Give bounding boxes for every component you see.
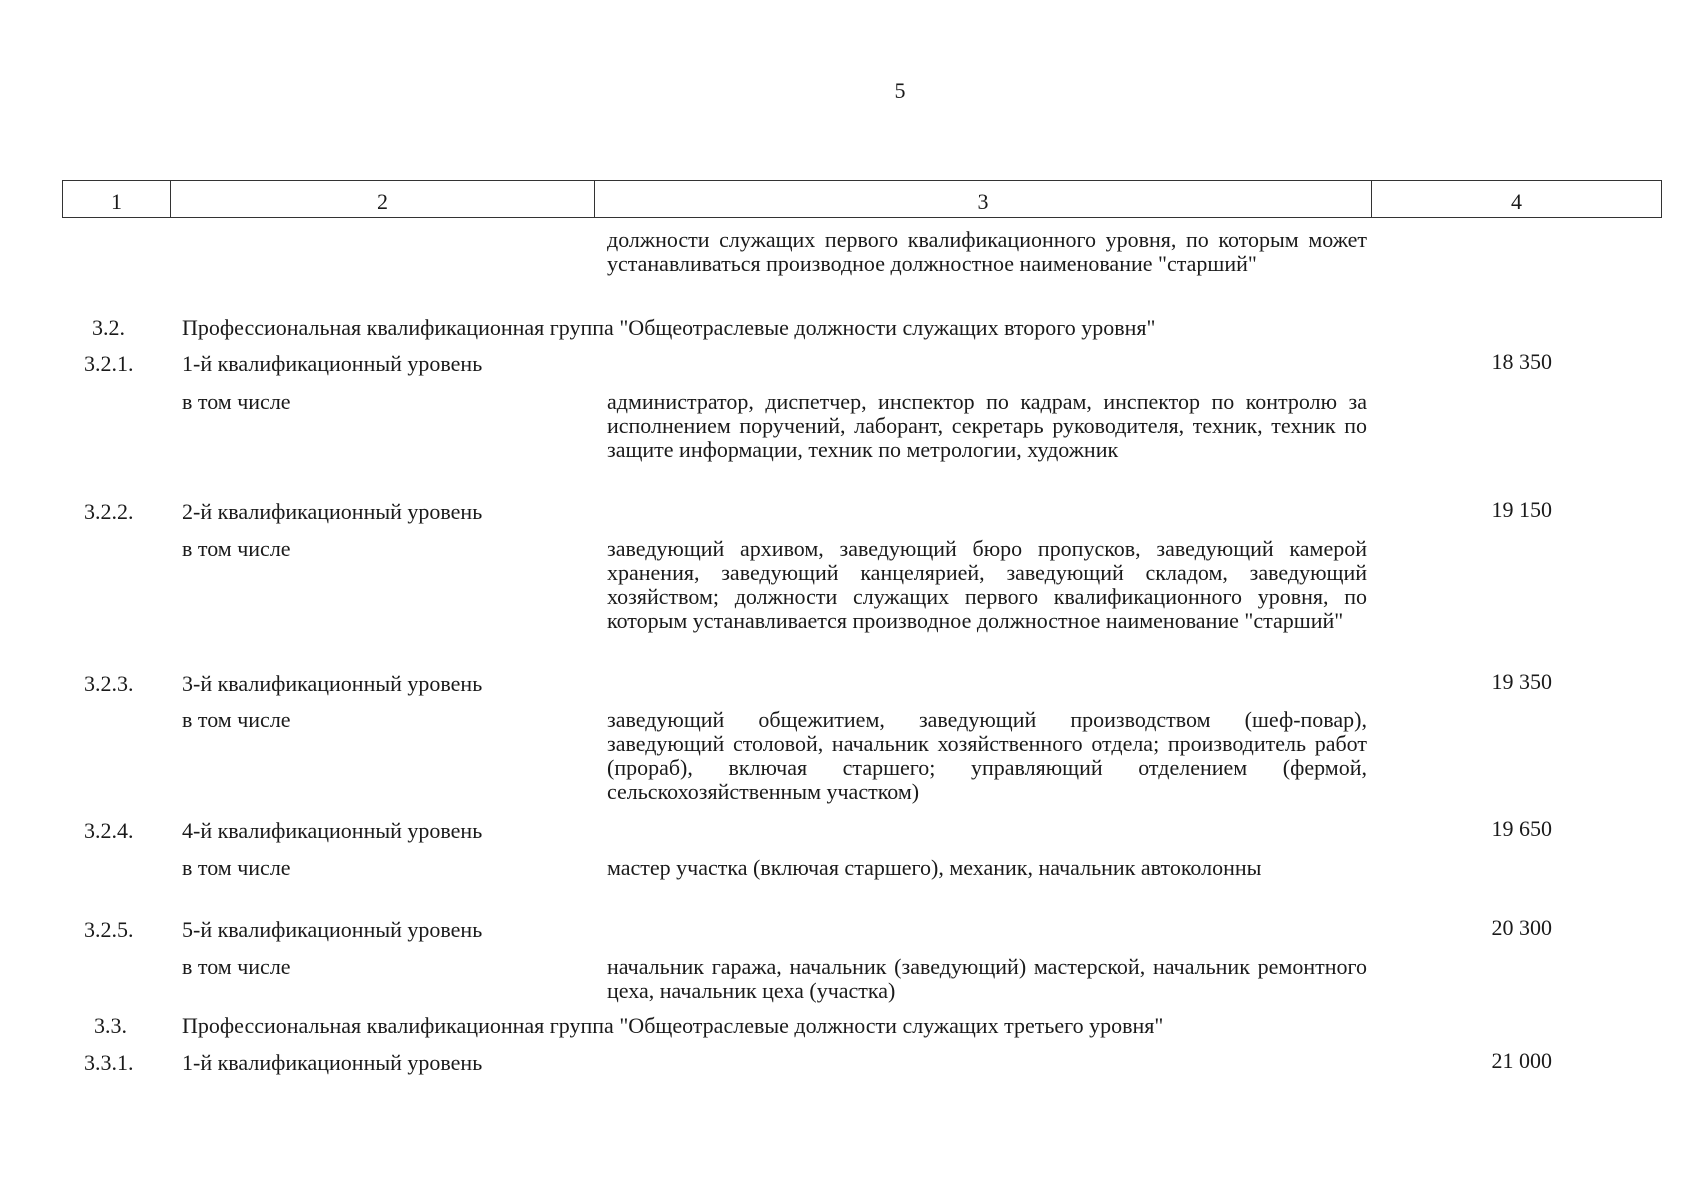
level-number: 3.2.2.: [84, 499, 134, 524]
header-col-2: 2: [171, 181, 595, 217]
including-label: в том числе: [182, 855, 291, 880]
including-label: в том числе: [182, 707, 291, 732]
salary-amount: 18 350: [1491, 349, 1552, 374]
salary-amount: 21 000: [1491, 1048, 1552, 1073]
position-list: начальник гаража, начальник (заведующий) мастерской, начальник ремонтного цеха, начальник цеха (участка): [607, 954, 1367, 1003]
level-number: 3.3.1.: [84, 1050, 134, 1075]
salary-amount: 19 150: [1491, 497, 1552, 522]
salary-amount: 20 300: [1491, 915, 1552, 940]
table-header: [62, 180, 1662, 218]
level-name: 1-й квалификационный уровень: [182, 1050, 483, 1075]
group-number: 3.3.: [94, 1013, 127, 1038]
level-name: 4-й квалификационный уровень: [182, 818, 483, 843]
level-name: 1-й квалификационный уровень: [182, 351, 483, 376]
salary-amount: 19 650: [1491, 816, 1552, 841]
header-col-4: 4: [1511, 189, 1522, 214]
position-list: должности служащих первого квалификационного уровня, по которым может устанавливаться производное должностное наименование "старший": [607, 227, 1367, 276]
position-list: мастер участка (включая старшего), механик, начальник автоколонны: [607, 855, 1262, 880]
including-label: в том числе: [182, 536, 291, 561]
including-label: в том числе: [182, 954, 291, 979]
level-number: 3.2.5.: [84, 917, 134, 942]
level-number: 3.2.4.: [84, 818, 134, 843]
level-name: 2-й квалификационный уровень: [182, 499, 483, 524]
group-number: 3.2.: [92, 315, 125, 340]
group-title: Профессиональная квалификационная группа "Общеотраслевые должности служащих второго уровня": [182, 315, 1156, 340]
including-label: в том числе: [182, 389, 291, 414]
level-number: 3.2.3.: [84, 671, 134, 696]
level-name: 3-й квалификационный уровень: [182, 671, 483, 696]
salary-amount: 19 350: [1491, 669, 1552, 694]
position-list: заведующий архивом, заведующий бюро пропусков, заведующий камерой хранения, заведующий канцелярией, заведующий складом, заведующий хозяйством; должности служащих первого квалификационного уровня, по которым устанавливается производное должностное наименование "старший": [607, 536, 1367, 633]
level-name: 5-й квалификационный уровень: [182, 917, 483, 942]
level-number: 3.2.1.: [84, 351, 134, 376]
group-title: Профессиональная квалификационная группа "Общеотраслевые должности служащих третьего уровня": [182, 1013, 1164, 1038]
page-number: 5: [894, 78, 906, 103]
header-col-3: 3: [595, 181, 1372, 217]
position-list: администратор, диспетчер, инспектор по кадрам, инспектор по контролю за исполнением поручений, лаборант, секретарь руководителя, техник, техник по защите информации, техник по метрологии, художник: [607, 389, 1367, 462]
position-list: заведующий общежитием, заведующий производством (шеф-повар), заведующий столовой, начальник хозяйственного отдела; производитель работ (прораб), включая старшего; управляющий отделением (фермой, сельскохозяйственным участком): [607, 707, 1367, 804]
header-col-1: 1: [63, 181, 171, 217]
